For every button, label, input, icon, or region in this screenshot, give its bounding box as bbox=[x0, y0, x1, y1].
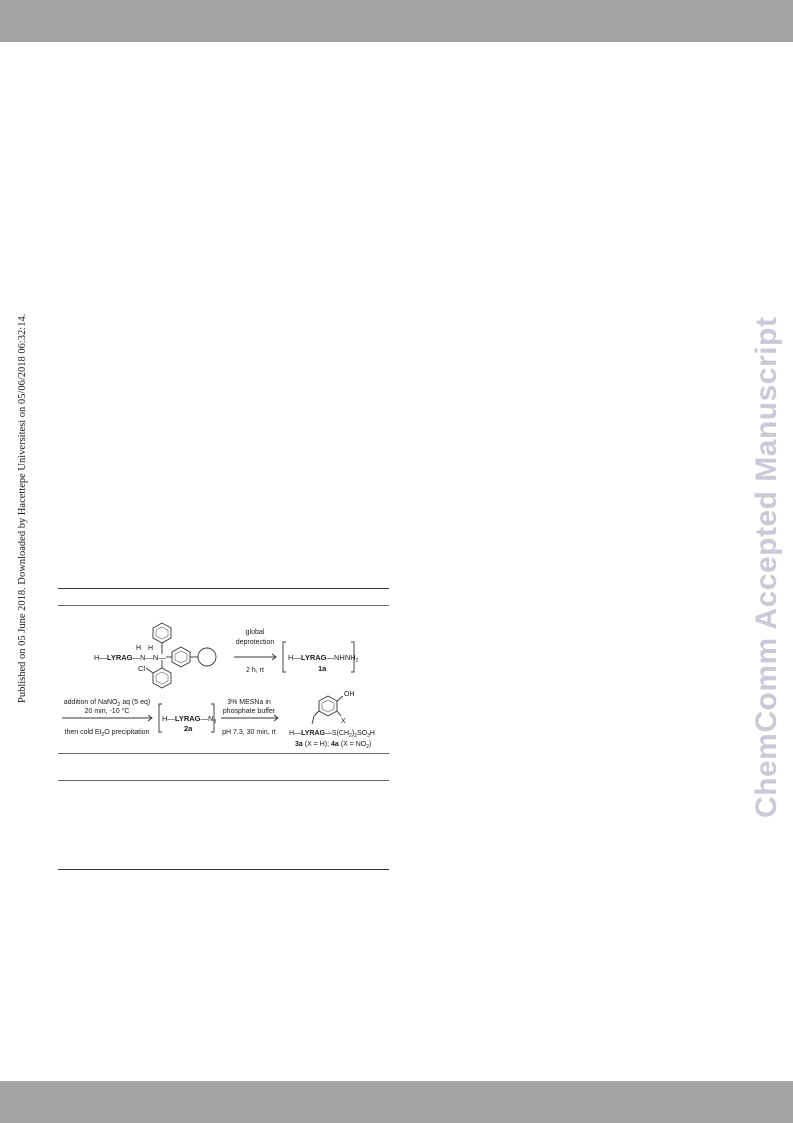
start-prefix: H— bbox=[94, 653, 107, 662]
compound-1a-label: 1a bbox=[318, 664, 327, 673]
p2-subscript: 3 bbox=[213, 719, 217, 725]
h-label-1: H bbox=[136, 645, 142, 652]
svg-text:3a (X = H); 4a (X = NO2) bbox=[295, 741, 371, 750]
publication-notice-text: Published on 05 June 2018. Downloaded by Hacettepe Universitesi on 05/06/2018 06:32:14. bbox=[17, 313, 28, 703]
reaction-scheme bbox=[58, 612, 389, 752]
svg-text:H—LYRAG—NHNH2 bbox=[288, 653, 359, 664]
p1-subscript: 2 bbox=[355, 658, 359, 664]
reaction-scheme-svg bbox=[58, 612, 389, 752]
oh-label: OH bbox=[344, 691, 355, 698]
p3-caption2-end: ) bbox=[369, 741, 372, 748]
p3-prefix: H— bbox=[289, 730, 302, 737]
cl-label: Cl bbox=[138, 664, 146, 673]
p3-sub1: 2 bbox=[349, 733, 352, 739]
p1-suffix: —NHNH bbox=[326, 653, 356, 662]
compound-3a-label: 3a bbox=[295, 741, 303, 748]
start-linker: —N—N— bbox=[132, 653, 166, 662]
step2-line2: 20 min, -10 °C bbox=[84, 708, 130, 715]
p3-sub2: 2 bbox=[354, 733, 357, 739]
svg-text:addition of NaNO2 aq (5 eq) bbox=[64, 699, 150, 708]
svg-text:H—LYRAG—S(CH2)2SO3H bbox=[289, 730, 375, 739]
bracket-1a-left bbox=[283, 642, 286, 672]
resin-bead bbox=[198, 648, 216, 666]
chlorophenyl-ring bbox=[153, 668, 171, 688]
table-header-rule bbox=[58, 605, 389, 606]
p3-mid: —S(CH bbox=[324, 730, 350, 737]
svg-text:then cold Et2O precipitation bbox=[65, 729, 150, 738]
p3-caption2: (X = NO bbox=[338, 741, 367, 748]
p1-peptide: LYRAG bbox=[300, 653, 327, 662]
step1-condition: 2 h, rt bbox=[246, 667, 264, 674]
x-label: X bbox=[341, 718, 346, 725]
step1-reagent-line2: deprotection bbox=[235, 639, 275, 646]
phenol-ring bbox=[319, 696, 337, 716]
p3-end: H bbox=[369, 730, 375, 737]
p3-peptide: LYRAG bbox=[301, 730, 325, 737]
svg-text:H—LYRAG—N—N— bbox=[94, 653, 166, 662]
step3-line2: phosphate buffer bbox=[222, 708, 276, 715]
step2-line1-tail: aq (5 eq) bbox=[120, 699, 151, 706]
compound-4a-label: 4a bbox=[331, 741, 339, 748]
table-row-rule bbox=[58, 780, 389, 781]
bottom-footer-bar bbox=[0, 1081, 793, 1123]
p3-tail: SO bbox=[356, 730, 368, 737]
p2-peptide: LYRAG bbox=[174, 714, 201, 723]
step1-reagent-line1: global bbox=[245, 629, 265, 636]
p3-caption1: (X = H); bbox=[302, 741, 331, 748]
p3-sub3: 3 bbox=[367, 733, 370, 739]
step3-line3: pH 7.3, 30 min, rt bbox=[222, 729, 276, 736]
p3-mid2: ) bbox=[351, 730, 355, 737]
p2-prefix: H— bbox=[162, 714, 175, 723]
step3-line1: 3% MESNa in bbox=[227, 699, 271, 706]
p3-caption2-sub: 2 bbox=[366, 744, 370, 750]
journal-watermark bbox=[748, 300, 788, 820]
table-top-rule bbox=[58, 588, 389, 589]
step2-line3-sub: 2 bbox=[101, 732, 105, 738]
step2-line3: then cold Et bbox=[64, 729, 102, 736]
p1-prefix: H— bbox=[288, 653, 301, 662]
step2-line1-sub: 2 bbox=[117, 702, 121, 708]
publication-notice bbox=[15, 305, 29, 705]
compound-2a-label: 2a bbox=[184, 724, 193, 733]
step2-line3-tail: O precipitation bbox=[104, 729, 150, 736]
phenyl-ring-top-inner bbox=[156, 627, 168, 639]
table-bottom-rule bbox=[58, 869, 389, 870]
h-label-2: H bbox=[148, 645, 154, 652]
start-peptide: LYRAG bbox=[106, 653, 133, 662]
phenyl-ring-top bbox=[153, 623, 171, 643]
watermark-text: ChemComm Accepted Manuscript bbox=[750, 316, 783, 818]
p2-suffix: —N bbox=[200, 714, 214, 723]
scheme-bottom-rule bbox=[58, 753, 389, 754]
phenyl-ring-right bbox=[172, 647, 190, 667]
top-header-bar bbox=[0, 0, 793, 42]
step2-line1: addition of NaNO bbox=[63, 699, 118, 706]
